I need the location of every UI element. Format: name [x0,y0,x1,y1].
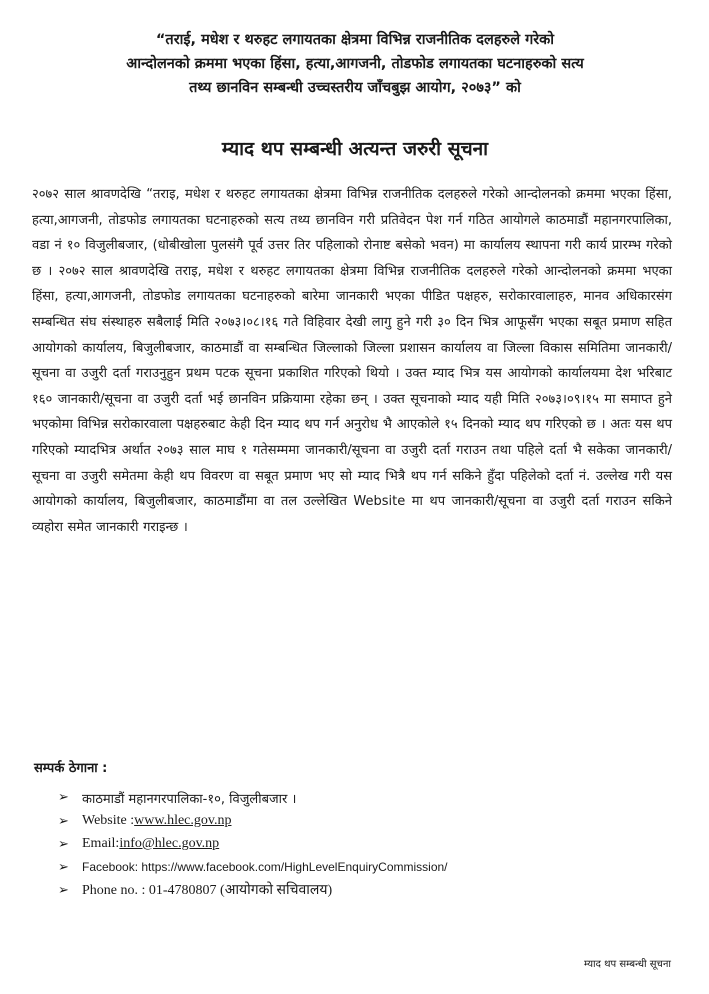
arrow-bullet-icon: ➢ [58,881,69,897]
contact-address [58,786,448,809]
contact-website [58,809,448,832]
arrow-bullet-icon: ➢ [58,812,69,828]
notice-body: २०७२ साल श्रावणदेखि “तराइ, मधेश र थरुहट लगायतका क्षेत्रमा विभिन्न राजनीतिक दलहरुले गरेको आन्दोलनको क्रममा भएका हिंसा, हत्या,आगजनी, तोडफोड लगायतका घटनाहरुको सत्य तथ्य छानविन गरी प्रतिवेदन पेश गर्न गठित आयोगले काठमाडौं महानगरपालिका, वडा नं १० विजुलीबजार, (धोबीखोला पुलसंगै पूर्व उत्तर तिर पहिलाको रोनाष्ट बसेको भवन) मा कार्यालय स्थापना गरी कार्य प्रारम्भ गरेको छ । २०७२ साल श्रावणदेखि तराइ, मधेश र थरुहट लगायतका क्षेत्रमा विभिन्न राजनीतिक दलहरुले गरेको आन्दोलनको क्रममा भएका हिंसा, हत्या,आगजनी, तोडफोड लगायतका घटनाहरुको बारेमा जानकारी भएका पीडित पक्षहरु, सरोकारवालाहरु, मानव अधिकारसंग सम्बन्धित संघ संस्थाहरु सबैलाई मिति २०७३।०८।१६ गते विहिवार देखी लागु हुने गरी ३० दिन भित्र आफूसँग भएका सबूत प्रमाण सहित आयोगको कार्यालय, बिजुलीबजार, काठमाडौं वा सम्बन्धित जिल्लाको जिल्ला प्रशासन कार्यालय वा जिल्ला विकास समितिमा जानकारी/सूचना वा उजुरी दर्ता गराउनुहुन प्रथम पटक सूचना प्रकाशित गरिएको थियो । उक्त म्याद भित्र यस आयोगको कार्यालयमा देश भरिबाट १६० जानकारी/सूचना वा उजुरी दर्ता भई छानविन प्रक्रियामा रहेका छन् । उक्त सूचनाको म्याद यही मिति २०७३।०९।१५ मा समाप्त हुने भएकोमा विभिन्न सरोकारवाला पक्षहरुबाट केही दिन म्याद थप गर्न अनुरोध भै आएकोले १५ दिनको म्याद थप गरिएको छ । अतः यस थप गरिएको म्यादभित्र अर्थात २०७३ साल माघ १ गतेसम्ममा जानकारी/सूचना वा उजुरी दर्ता गराउन तथा पहिले दर्ता भै सकेका जानकारी/सूचना वा उजुरी समेतमा केही थप विवरण वा सबूत प्रमाण भए सो म्याद भित्रै थप गर्न सकिने हुँदा पहिलेको दर्ता नं. उल्लेख गरी यस आयोगको कार्यालय, बिजुलीबजार, काठमाडौंमा वा तल उल्लेखित Website मा थप जानकारी/सूचना वा उजुरी दर्ता गराउन सकिने व्यहोरा समेत जानकारी गराइन्छ । [32,187,672,535]
facebook-text[interactable]: Facebook: https://www.facebook.com/HighLevelEnquiryCommission/ [82,859,448,874]
arrow-bullet-icon: ➢ [58,790,69,805]
contact-facebook [58,855,448,878]
notice-subject: म्याद थप सम्बन्धी अत्यन्त जरुरी सूचना [221,138,489,160]
email-label: Email: [82,835,120,851]
page-footer: म्याद थप सम्बन्धी सूचना [583,959,671,970]
phone-text: Phone no. : 01-4780807 (आयोगको सचिवालय) [82,883,333,898]
arrow-bullet-icon: ➢ [58,858,69,874]
website-label: Website : [82,812,135,828]
arrow-bullet-icon: ➢ [58,835,69,851]
contact-heading: सम्पर्क ठेगाना : [34,761,108,776]
heading-line-1: “तराई, मधेश र थरुहट लगायतका क्षेत्रमा विभिन्न राजनीतिक दलहरुले गरेको [155,32,555,48]
heading-line-3: तथ्य छानविन सम्बन्धी उच्चस्तरीय जाँचबुझ आयोग, २०७३” को [189,80,521,96]
website-link[interactable]: www.hlec.gov.np [134,812,232,828]
address-text: काठमाडौं महानगरपालिका-१०, विजुलीबजार । [82,791,297,807]
contact-email [58,832,448,855]
contact-phone [58,878,448,901]
commission-heading [30,28,680,100]
contact-list [58,786,448,901]
email-link[interactable]: info@hlec.gov.np [119,835,220,851]
heading-line-2: आन्दोलनको क्रममा भएका हिंसा, हत्या,आगजनी, तोडफोड लगायतका घटनाहरुको सत्य [126,56,584,72]
